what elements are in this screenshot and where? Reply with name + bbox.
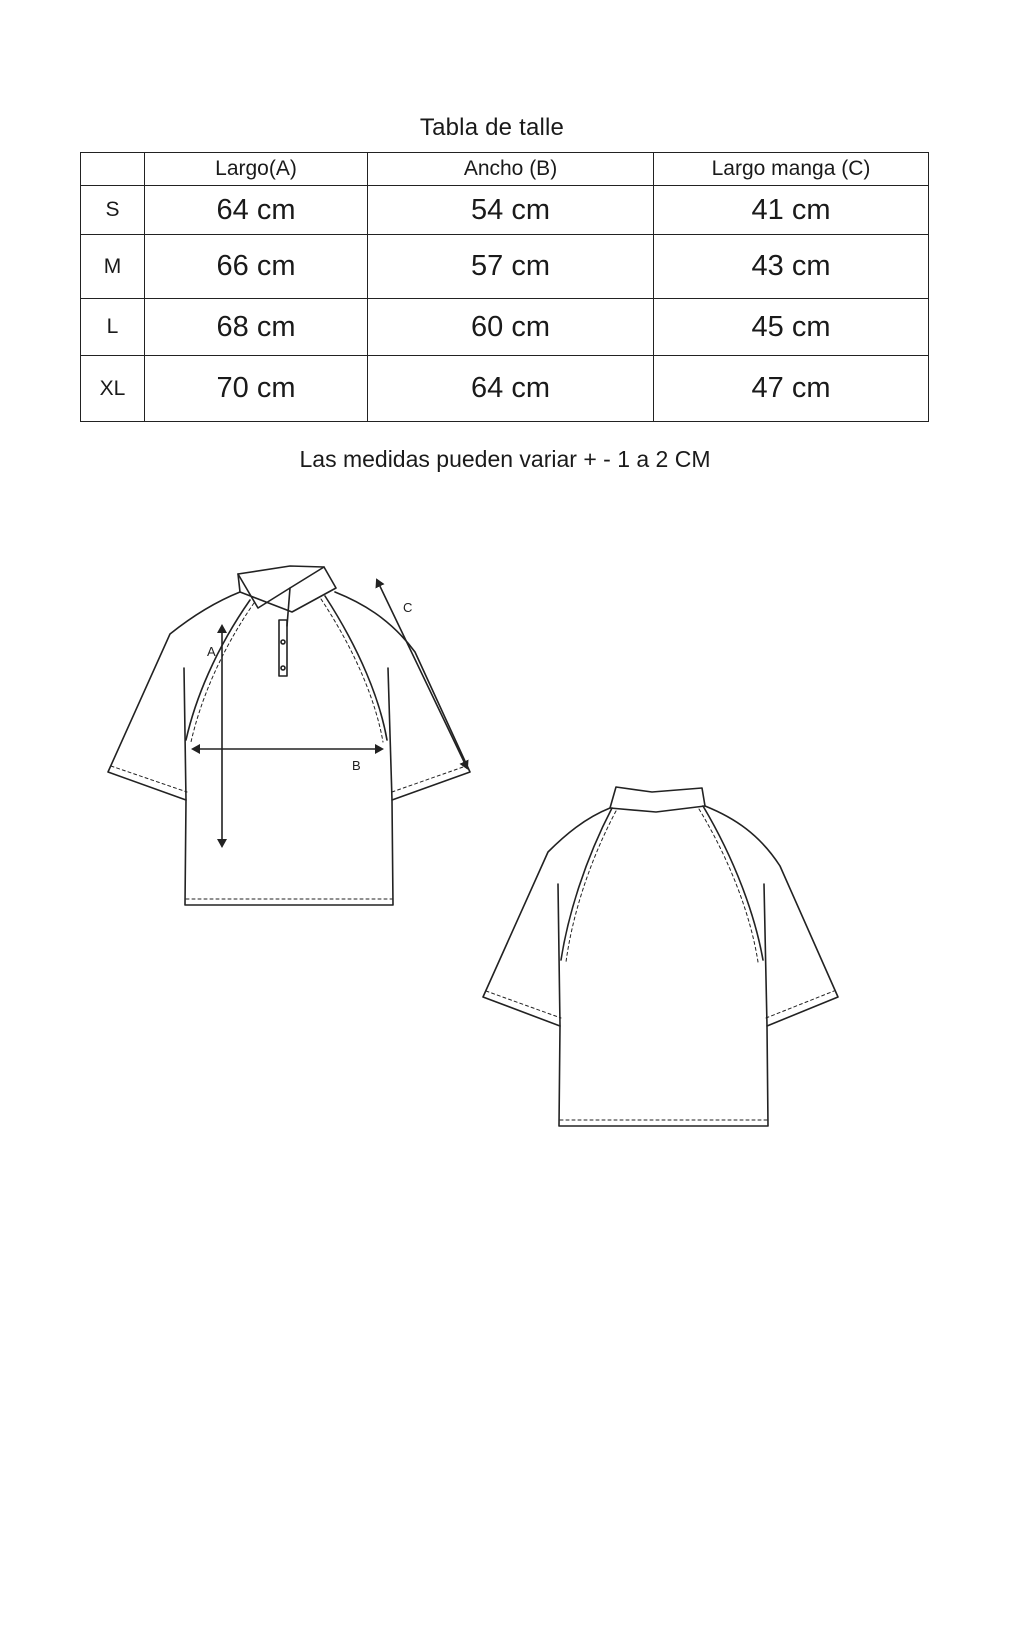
manga-value: 47 cm [654, 356, 929, 422]
largo-value: 64 cm [145, 186, 368, 235]
button-icon [281, 640, 285, 644]
header-largo-manga: Largo manga (C) [654, 153, 929, 186]
header-largo: Largo(A) [145, 153, 368, 186]
ancho-value: 64 cm [368, 356, 654, 422]
manga-value: 45 cm [654, 299, 929, 356]
front-placket [279, 620, 287, 676]
size-label: L [81, 299, 145, 356]
back-raglan-stitch-left [566, 811, 616, 962]
size-label: XL [81, 356, 145, 422]
largo-value: 68 cm [145, 299, 368, 356]
button-icon [281, 666, 285, 670]
measure-label-c: C [403, 600, 413, 615]
front-sleeve-stitch-left [111, 766, 187, 792]
front-collar-right [287, 567, 324, 626]
front-body-side-left [184, 668, 186, 800]
ancho-value: 57 cm [368, 235, 654, 299]
back-shirt-drawing [483, 787, 838, 1126]
manga-value: 41 cm [654, 186, 929, 235]
ancho-value: 60 cm [368, 299, 654, 356]
largo-value: 66 cm [145, 235, 368, 299]
front-shirt-drawing [108, 566, 470, 905]
back-sleeve-stitch-left [486, 991, 561, 1018]
front-collar-left [238, 574, 290, 608]
back-body-side-left [558, 884, 560, 1026]
back-shirt-outline [483, 806, 838, 1126]
ancho-value: 54 cm [368, 186, 654, 235]
manga-value: 43 cm [654, 235, 929, 299]
front-raglan-stitch-right [321, 599, 383, 742]
header-ancho: Ancho (B) [368, 153, 654, 186]
measure-label-a: A [207, 644, 216, 659]
measure-label-b: B [352, 758, 361, 773]
front-sleeve-stitch-right [392, 766, 466, 792]
largo-value: 70 cm [145, 356, 368, 422]
back-sleeve-stitch-right [766, 991, 834, 1018]
back-collar [610, 787, 705, 812]
size-label: M [81, 235, 145, 299]
back-raglan-seam-right [703, 806, 763, 960]
front-raglan-seam-left [186, 600, 250, 740]
size-label: S [81, 186, 145, 235]
back-body-side-right [764, 884, 767, 1026]
measurement-note: Las medidas pueden variar + - 1 a 2 CM [299, 446, 711, 472]
size-chart-title: Tabla de talle [419, 114, 565, 141]
back-raglan-seam-left [561, 808, 612, 960]
front-body-side-right [388, 668, 392, 800]
